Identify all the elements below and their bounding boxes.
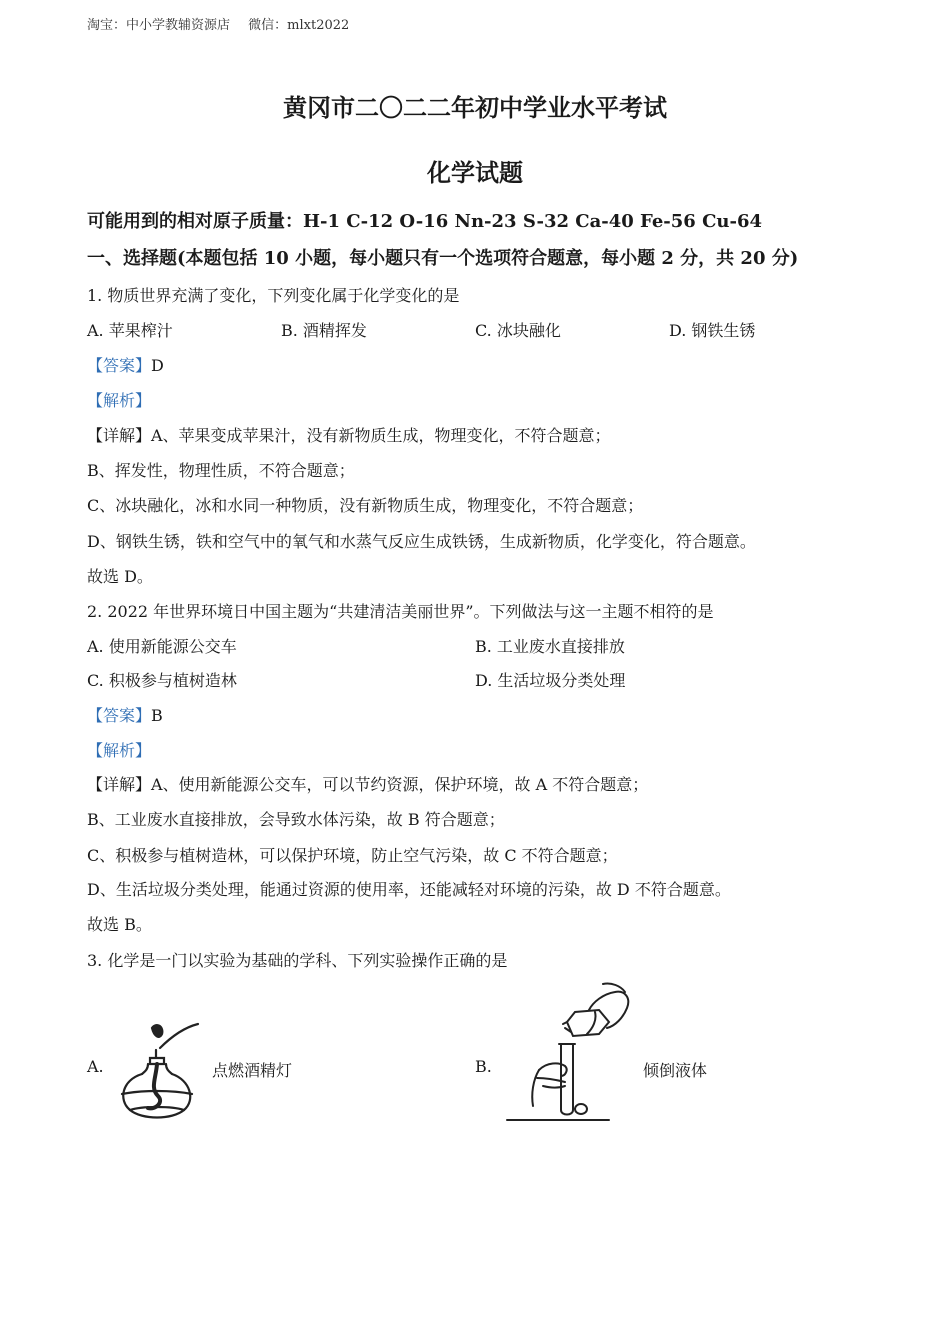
q3-option-a-caption: 点燃酒精灯 [212,1061,293,1080]
q3-option-b-letter: B. [475,1057,492,1076]
q1-detail-3: C、冰块融化，冰和水同一种物质，没有新物质生成，物理变化，不符合题意； [87,496,644,515]
q2-detail-1: 【详解】A、使用新能源公交车，可以节约资源，保护环境，故 A 不符合题意； [87,775,649,794]
section-heading: 一、选择题(本题包括 10 小题，每小题只有一个选项符合题意，每小题 2 分，共 20 分) [87,248,799,269]
q2-option-a: A. 使用新能源公交车 [87,637,237,656]
q2-detail-3: C、积极参与植树造林，可以保护环境，防止空气污染，故 C 不符合题意； [87,846,618,865]
q1-answer: D [151,356,164,375]
pouring-liquid-figure [503,982,638,1124]
header-wechat: 微信：mlxt2022 [248,18,350,33]
atomic-mass-line: 可能用到的相对原子质量：H-1 C-12 O-16 Nn-23 S-32 Ca-40 Fe-56 Cu-64 [87,211,763,232]
q2-answer-tag: 【答案】 [87,706,152,725]
q3-option-b-caption: 倾倒液体 [643,1061,708,1080]
page-header [87,14,349,33]
q1-answer-tag: 【答案】 [87,356,152,375]
q1-detail-4: D、钢铁生锈，铁和空气中的氧气和水蒸气反应生成铁锈，生成新物质，化学变化，符合题意。 [87,532,756,551]
q2-answer-line [87,703,163,726]
q1-conclusion: 故选 D。 [87,567,153,586]
q1-stem: 1. 物质世界充满了变化，下列变化属于化学变化的是 [87,286,460,305]
q1-detail-1: 【详解】A、苹果变成苹果汁，没有新物质生成，物理变化，不符合题意； [87,426,611,445]
q1-option-b: B. 酒精挥发 [281,321,367,340]
exam-title: 黄冈市二〇二二年初中学业水平考试 [283,93,667,122]
q1-detail-2: B、挥发性，物理性质，不符合题意； [87,461,355,480]
q2-detail-2: B、工业废水直接排放，会导致水体污染，故 B 符合题意； [87,810,505,829]
q1-option-c: C. 冰块融化 [475,321,561,340]
q2-analysis-tag: 【解析】 [87,741,152,760]
q1-answer-line [87,353,164,376]
q2-option-d: D. 生活垃圾分类处理 [475,671,626,690]
q2-conclusion: 故选 B。 [87,915,152,934]
q2-detail-4: D、生活垃圾分类处理，能通过资源的使用率，还能减轻对环境的污染，故 D 不符合题意。 [87,880,731,899]
alcohol-lamp-figure [112,1018,204,1126]
q2-answer: B [151,706,163,725]
q3-stem: 3. 化学是一门以实验为基础的学科、下列实验操作正确的是 [87,951,508,970]
q1-option-d: D. 钢铁生锈 [669,321,756,340]
q1-option-a: A. 苹果榨汁 [87,321,173,340]
header-shop: 淘宝：中小学教辅资源店 [87,18,231,33]
q1-analysis-tag: 【解析】 [87,391,152,410]
q2-stem: 2. 2022 年世界环境日中国主题为“共建清洁美丽世界”。下列做法与这一主题不相符的是 [87,602,714,621]
q2-option-b: B. 工业废水直接排放 [475,637,625,656]
q2-option-c: C. 积极参与植树造林 [87,671,237,690]
exam-subtitle: 化学试题 [427,158,523,187]
q3-option-a-letter: A. [87,1057,104,1076]
